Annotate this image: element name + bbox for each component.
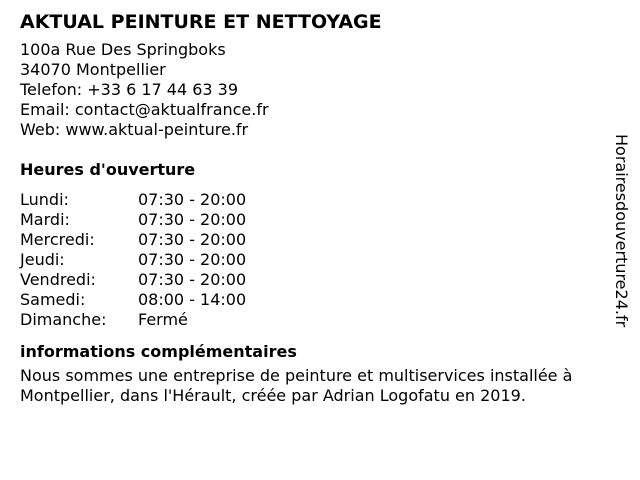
time-range: 07:30 - 20:00: [138, 270, 247, 289]
time-range: Fermé: [138, 310, 188, 329]
business-card: [20, 10, 620, 406]
opening-hours-heading: Heures d'ouverture: [20, 160, 196, 179]
business-name: AKTUAL PEINTURE ET NETTOYAGE: [20, 11, 382, 33]
hours-row-monday: [20, 190, 620, 210]
email-line: Email: contact@aktualfrance.fr: [20, 100, 269, 119]
time-range: 07:30 - 20:00: [138, 190, 247, 209]
contact-block: [20, 40, 620, 140]
hours-row-saturday: [20, 290, 620, 310]
day-label: Vendredi:: [20, 270, 96, 289]
day-label: Samedi:: [20, 290, 86, 309]
opening-hours-table: [20, 190, 620, 330]
time-range: 07:30 - 20:00: [138, 250, 247, 269]
site-watermark: Horairesdouverture24.fr: [612, 134, 631, 328]
city-postal: 34070 Montpellier: [20, 60, 166, 79]
hours-row-thursday: [20, 250, 620, 270]
web-line: Web: www.aktual-peinture.fr: [20, 120, 249, 139]
hours-row-wednesday: [20, 230, 620, 250]
additional-info-heading: informations complémentaires: [20, 342, 297, 361]
day-label: Lundi:: [20, 190, 69, 209]
time-range: 07:30 - 20:00: [138, 230, 247, 249]
hours-row-sunday: [20, 310, 620, 330]
hours-row-friday: [20, 270, 620, 290]
time-range: 07:30 - 20:00: [138, 210, 247, 229]
street-address: 100a Rue Des Springboks: [20, 40, 226, 59]
hours-row-tuesday: [20, 210, 620, 230]
day-label: Mardi:: [20, 210, 70, 229]
business-description: Nous sommes une entreprise de peinture et multiservices installée à Montpellier, dans l'Hérault, créée par Adrian Logofatu en 2019.: [20, 366, 573, 405]
phone-line: Telefon: +33 6 17 44 63 39: [20, 80, 239, 99]
day-label: Mercredi:: [20, 230, 95, 249]
day-label: Dimanche:: [20, 310, 107, 329]
day-label: Jeudi:: [20, 250, 65, 269]
time-range: 08:00 - 14:00: [138, 290, 247, 309]
